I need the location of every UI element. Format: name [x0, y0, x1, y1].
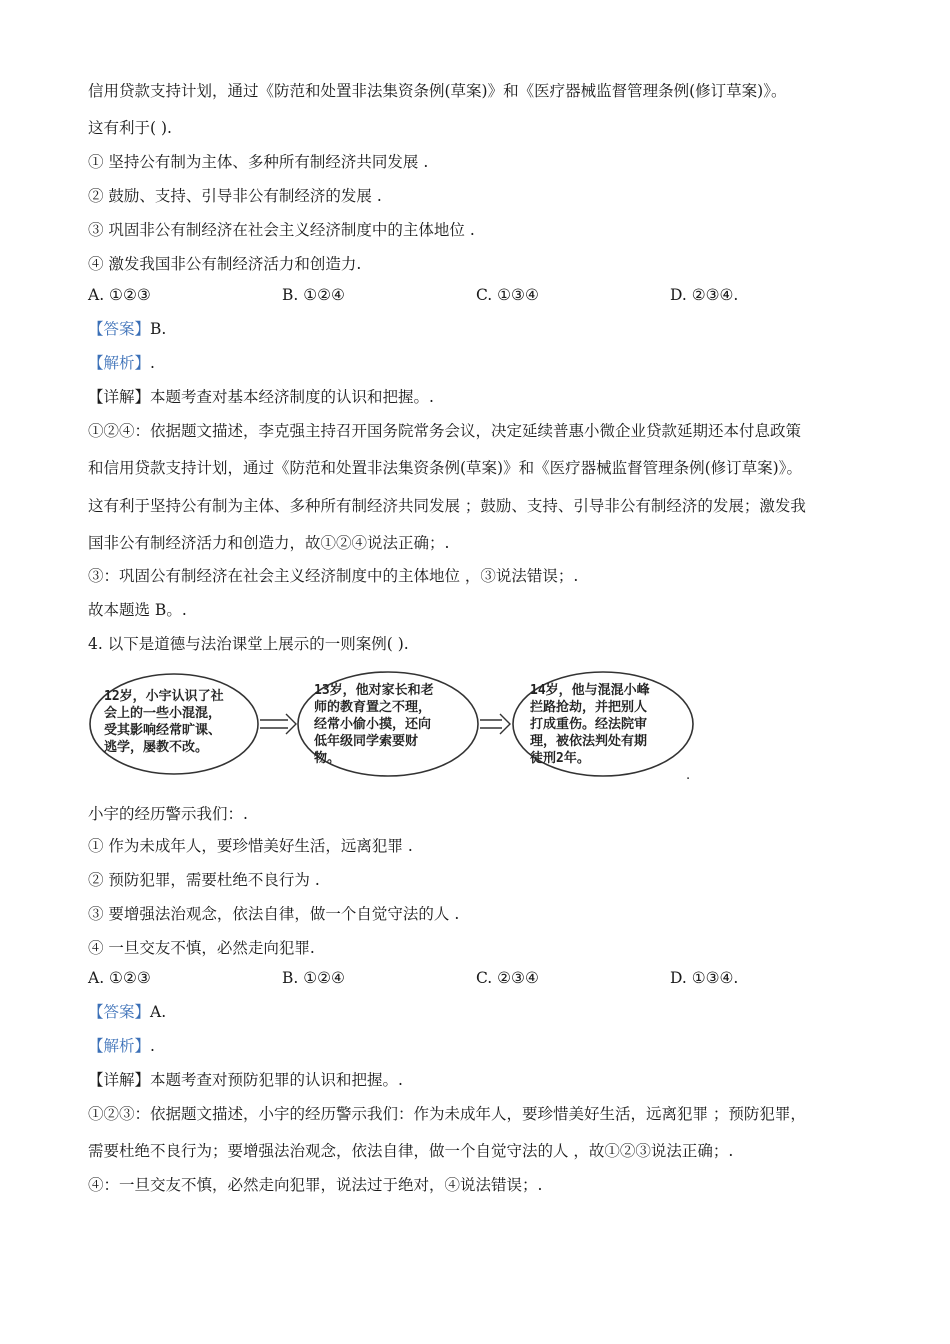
- oval-12-line: 受其影响经常旷课、: [104, 723, 222, 738]
- q4-option-c: C. ②③④: [476, 969, 539, 987]
- q4-expl-line-1: ①②③：依据题文描述，小宇的经历警示我们：作为未成年人，要珍惜美好生活，远离犯罪 ；预防犯罪，: [88, 1105, 806, 1123]
- q3-statement-2: ② 鼓励、支持、引导非公有制经济的发展 .: [88, 187, 382, 205]
- q4-statement-2: ② 预防犯罪，需要杜绝不良行为 .: [88, 871, 320, 889]
- q4-answer-tag: 【答案】: [88, 1003, 151, 1021]
- q4-answer: [88, 1002, 166, 1022]
- q3-answer: [88, 319, 166, 339]
- q3-analysis-tail: .: [150, 354, 155, 372]
- q4-answer-value: A.: [150, 1003, 167, 1021]
- q4-option-b: B. ①②④: [282, 969, 345, 987]
- q4-analysis-tag: 【解析】: [88, 1037, 151, 1055]
- q4-expl-line-3: ④：一旦交友不慎，必然走向犯罪，说法过于绝对，④说法错误；.: [88, 1176, 543, 1194]
- q3-stem-line2: 这有利于( ).: [88, 119, 172, 137]
- oval-13-line: 经常小偷小摸，还向: [314, 717, 432, 732]
- q3-expl-line-3: 这有利于坚持公有制为主体、多种所有制经济共同发展 ；鼓励、支持、引导非公有制经济的发展；激发我: [88, 497, 806, 515]
- q3-option-a: A. ①②③: [88, 286, 151, 304]
- q3-detail-text: 本题考查对基本经济制度的认识和把握。.: [150, 388, 434, 406]
- q3-detail-tag: 【详解】: [88, 388, 151, 406]
- arrow-1: [260, 714, 296, 734]
- case-flow-diagram: [88, 668, 698, 788]
- q4-statement-4: ④ 一旦交友不慎，必然走向犯罪.: [88, 939, 315, 957]
- diagram-trailing-dot: .: [686, 768, 691, 783]
- q3-option-d: D. ②③④.: [670, 286, 739, 304]
- oval-14-line: 14岁，他与混混小峰: [530, 683, 650, 698]
- q3-expl-line-5: ③：巩固公有制经济在社会主义经济制度中的主体地位 ，③说法错误；.: [88, 567, 579, 585]
- q4-statement-3: ③ 要增强法治观念，依法自律，做一个自觉守法的人 .: [88, 905, 460, 923]
- q4-statement-1: ① 作为未成年人，要珍惜美好生活，远离犯罪 .: [88, 837, 413, 855]
- oval-14-line: 徒刑2年。: [530, 751, 590, 766]
- q4-expl-line-2: 需要杜绝不良行为；要增强法治观念，依法自律，做一个自觉守法的人 ，故①②③说法正确；.: [88, 1142, 734, 1160]
- q3-expl-line-1: ①②④：依据题文描述，李克强主持召开国务院常务会议，决定延续普惠小微企业贷款延期还本付息政策: [88, 422, 802, 440]
- q3-statement-3: ③ 巩固非公有制经济在社会主义经济制度中的主体地位 .: [88, 221, 475, 239]
- q3-option-c: C. ①③④: [476, 286, 539, 304]
- q3-statement-1: ① 坚持公有制为主体、多种所有制经济共同发展 .: [88, 153, 429, 171]
- q4-stem: 4. 以下是道德与法治课堂上展示的一则案例( ).: [88, 635, 409, 653]
- q3-analysis-tag: 【解析】: [88, 354, 151, 372]
- q3-stem-line1: 信用贷款支持计划，通过《防范和处置非法集资条例(草案)》和《医疗器械监督管理条例(修订草案)》。: [88, 82, 787, 100]
- arrow-2: [480, 714, 510, 734]
- q3-options: [88, 285, 868, 305]
- oval-13-line: 物。: [314, 751, 341, 766]
- q3-analysis: [88, 353, 155, 373]
- q4-analysis-tail: .: [150, 1037, 155, 1055]
- q4-analysis: [88, 1036, 155, 1056]
- oval-12-line: 逃学，屡教不改。: [104, 740, 209, 755]
- q3-answer-value: B.: [150, 320, 167, 338]
- q3-expl-line-2: 和信用贷款支持计划，通过《防范和处置非法集资条例(草案)》和《医疗器械监督管理条例(修订草案)》。: [88, 459, 802, 477]
- q4-options: [88, 968, 868, 988]
- oval-14-text: [530, 682, 650, 767]
- q4-detail: [88, 1070, 403, 1090]
- q3-statement-4: ④ 激发我国非公有制经济活力和创造力.: [88, 255, 362, 273]
- oval-13-line: 师的教育置之不理，: [314, 700, 432, 715]
- q4-option-d: D. ①③④.: [670, 969, 739, 987]
- q4-lead: 小宇的经历警示我们：.: [88, 805, 248, 823]
- oval-13-text: [314, 682, 434, 767]
- q4-detail-text: 本题考查对预防犯罪的认识和把握。.: [150, 1071, 403, 1089]
- q3-detail: [88, 387, 434, 407]
- oval-13-line: 13岁，他对家长和老: [314, 683, 434, 698]
- oval-12-line: 12岁，小宇认识了社: [104, 689, 224, 704]
- q3-expl-line-4: 国非公有制经济活力和创造力，故①②④说法正确；.: [88, 534, 450, 552]
- q3-answer-tag: 【答案】: [88, 320, 151, 338]
- q4-detail-tag: 【详解】: [88, 1071, 151, 1089]
- oval-14-line: 打成重伤。经法院审: [530, 717, 648, 732]
- oval-14-line: 理，被依法判处有期: [530, 734, 648, 749]
- oval-12-text: [104, 688, 224, 756]
- oval-13-line: 低年级同学索要财: [314, 734, 419, 749]
- q4-option-a: A. ①②③: [88, 969, 151, 987]
- oval-12-line: 会上的一些小混混，: [104, 706, 222, 721]
- q3-expl-line-6: 故本题选 B。.: [88, 601, 187, 619]
- q3-option-b: B. ①②④: [282, 286, 345, 304]
- oval-14-line: 拦路抢劫，并把别人: [530, 700, 648, 715]
